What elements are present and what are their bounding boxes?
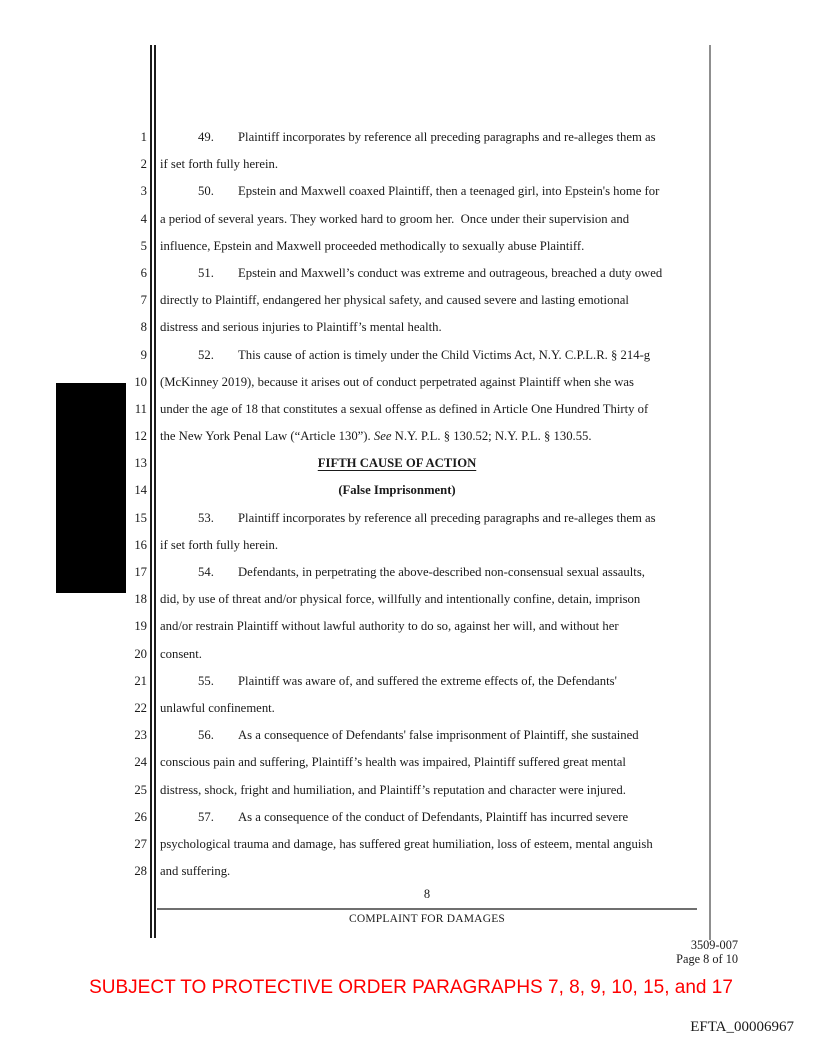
line-number: 23 bbox=[134, 728, 147, 743]
document-line bbox=[0, 450, 816, 477]
document-line bbox=[0, 206, 816, 233]
document-line bbox=[0, 641, 816, 668]
paragraph-number: 57. bbox=[198, 809, 214, 824]
line-number: 19 bbox=[134, 619, 147, 634]
paragraph-number: 53. bbox=[198, 510, 214, 525]
body-text: if set forth fully herein. bbox=[160, 157, 279, 172]
line-number: 5 bbox=[140, 238, 147, 253]
line-number: 27 bbox=[134, 836, 147, 851]
body-text: directly to Plaintiff, endangered her physical safety, and caused severe and lasting emotional bbox=[160, 293, 629, 308]
case-number: 3509-007 bbox=[690, 938, 738, 952]
document-line bbox=[0, 423, 816, 450]
line-number: 6 bbox=[140, 265, 147, 280]
line-number: 1 bbox=[140, 130, 147, 144]
body-text: consent. bbox=[160, 646, 202, 661]
document-line bbox=[0, 613, 816, 640]
case-reference-block bbox=[676, 938, 738, 966]
document-line bbox=[0, 396, 816, 423]
line-number: 28 bbox=[134, 864, 147, 879]
document-line bbox=[0, 668, 816, 695]
line-number: 11 bbox=[134, 401, 147, 416]
line-number: 24 bbox=[134, 755, 147, 770]
document-line bbox=[0, 831, 816, 858]
line-number: 10 bbox=[134, 374, 147, 389]
body-text: influence, Epstein and Maxwell proceeded methodically to sexually abuse Plaintiff. bbox=[160, 238, 585, 253]
bates-number: EFTA_00006967 bbox=[690, 1019, 794, 1035]
document-line bbox=[0, 532, 816, 559]
line-number: 26 bbox=[134, 809, 147, 824]
body-text: psychological trauma and damage, has suffered great humiliation, loss of esteem, mental anguish bbox=[160, 836, 653, 851]
body-text: 55. Plaintiff was aware of, and suffered the extreme effects of, the Defendants' bbox=[160, 668, 700, 695]
body-text: and suffering. bbox=[160, 864, 231, 879]
paragraph-number: 52. bbox=[198, 347, 214, 362]
line-number: 18 bbox=[134, 592, 147, 607]
page-label: Page 8 of 10 bbox=[676, 952, 738, 966]
body-text: 53. Plaintiff incorporates by reference all preceding paragraphs and re-alleges them as bbox=[160, 505, 700, 532]
line-grid bbox=[0, 124, 816, 885]
body-text: 49. Plaintiff incorporates by reference all preceding paragraphs and re-alleges them as bbox=[160, 124, 700, 151]
line-number: 17 bbox=[134, 565, 147, 579]
body-text: the New York Penal Law (“Article 130”). See N.Y. P.L. § 130.52; N.Y. P.L. § 130.55. bbox=[160, 429, 592, 444]
paragraph-number: 51. bbox=[198, 265, 214, 280]
document-line bbox=[0, 233, 816, 260]
body-text: distress, shock, fright and humiliation, and Plaintiff’s reputation and character were injured. bbox=[160, 782, 626, 797]
heading-text: FIFTH CAUSE OF ACTION bbox=[317, 456, 477, 471]
body-text: did, by use of threat and/or physical force, willfully and intentionally confine, detain, imprison bbox=[160, 592, 641, 607]
body-text: 52. This cause of action is timely under the Child Victims Act, N.Y. C.P.L.R. § 214-g bbox=[160, 342, 700, 369]
line-number: 13 bbox=[134, 456, 147, 471]
footer-page-number: 8 bbox=[423, 887, 431, 901]
line-number: 9 bbox=[140, 347, 147, 362]
document-line bbox=[0, 178, 816, 205]
line-number: 25 bbox=[134, 782, 147, 797]
line-number: 15 bbox=[134, 510, 147, 525]
body-text: if set forth fully herein. bbox=[160, 537, 279, 552]
body-text: under the age of 18 that constitutes a sexual offense as defined in Article One Hundred Thirty of bbox=[160, 401, 649, 416]
body-text: a period of several years. They worked hard to groom her. Once under their supervision and bbox=[160, 211, 630, 226]
document-line bbox=[0, 369, 816, 396]
document-line bbox=[0, 586, 816, 613]
line-number: 16 bbox=[134, 537, 147, 552]
line-number: 22 bbox=[134, 700, 147, 715]
line-number: 12 bbox=[134, 429, 147, 444]
body-text: 54. Defendants, in perpetrating the above-described non-consensual sexual assaults, bbox=[160, 559, 700, 586]
body-text: 50. Epstein and Maxwell coaxed Plaintiff, then a teenaged girl, into Epstein's home for bbox=[160, 178, 700, 205]
document-line bbox=[0, 287, 816, 314]
document-line bbox=[0, 342, 816, 369]
line-number: 7 bbox=[140, 293, 147, 308]
paragraph-number: 49. bbox=[198, 130, 214, 144]
line-number: 4 bbox=[140, 211, 147, 226]
body-text: 57. As a consequence of the conduct of Defendants, Plaintiff has incurred severe bbox=[160, 804, 700, 831]
body-text: and/or restrain Plaintiff without lawful authority to do so, against her will, and without her bbox=[160, 619, 619, 634]
document-line bbox=[0, 695, 816, 722]
body-text: conscious pain and suffering, Plaintiff’s health was impaired, Plaintiff suffered great mental bbox=[160, 755, 626, 770]
document-line bbox=[0, 314, 816, 341]
line-number: 3 bbox=[140, 184, 147, 199]
paragraph-number: 50. bbox=[198, 184, 214, 199]
document-line bbox=[0, 505, 816, 532]
document-line bbox=[0, 722, 816, 749]
protective-order-banner: SUBJECT TO PROTECTIVE ORDER PARAGRAPHS 7, 8, 9, 10, 15, and 17 bbox=[89, 977, 733, 998]
body-text: 51. Epstein and Maxwell’s conduct was extreme and outrageous, breached a duty owed bbox=[160, 260, 700, 287]
line-number: 14 bbox=[134, 483, 147, 498]
line-number: 2 bbox=[140, 157, 147, 172]
document-line bbox=[0, 804, 816, 831]
body-text: distress and serious injuries to Plaintiff’s mental health. bbox=[160, 320, 442, 335]
document-line bbox=[0, 151, 816, 178]
document-line bbox=[0, 777, 816, 804]
paragraph-number: 54. bbox=[198, 565, 214, 579]
paragraph-number: 56. bbox=[198, 728, 214, 743]
line-number: 20 bbox=[134, 646, 147, 661]
body-text: 56. As a consequence of Defendants' false imprisonment of Plaintiff, she sustained bbox=[160, 722, 700, 749]
document-line bbox=[0, 260, 816, 287]
document-line bbox=[0, 858, 816, 885]
paragraph-number: 55. bbox=[198, 673, 214, 688]
document-line bbox=[0, 477, 816, 504]
document-line bbox=[0, 749, 816, 776]
heading-text: (False Imprisonment) bbox=[338, 483, 456, 498]
document-line bbox=[0, 124, 816, 151]
line-number: 8 bbox=[140, 320, 147, 335]
document-line bbox=[0, 559, 816, 586]
body-text: (McKinney 2019), because it arises out of conduct perpetrated against Plaintiff when she was bbox=[160, 374, 634, 389]
footer-document-title: COMPLAINT FOR DAMAGES bbox=[348, 913, 506, 925]
line-number: 21 bbox=[134, 673, 147, 688]
body-text: unlawful confinement. bbox=[160, 700, 275, 715]
